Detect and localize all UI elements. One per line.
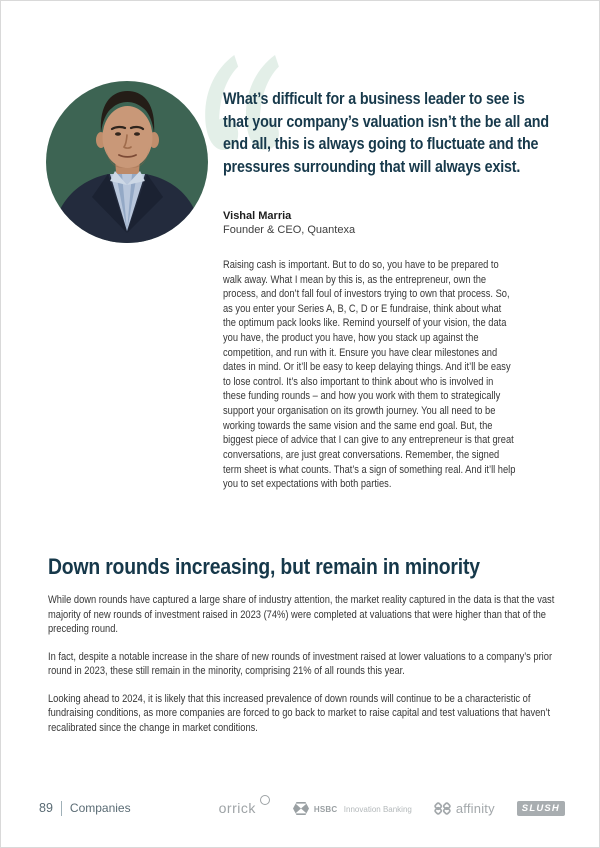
hsbc-wordmark: HSBC xyxy=(313,805,338,814)
orrick-logo xyxy=(219,800,271,816)
paragraph: While down rounds have captured a large share of industry attention, the market reality captured in the data is that the vast majority of new rounds of investment raised in 2023 (74%) were completed at valuations that were higher than that of the preceding round. xyxy=(48,594,555,635)
footer-logos xyxy=(219,799,565,817)
slush-logo xyxy=(517,801,565,816)
page-number: 89 xyxy=(39,801,53,815)
author-title: Founder & CEO, Quantexa xyxy=(223,224,356,236)
orrick-ring-icon xyxy=(260,795,270,805)
hsbc-hexagon-icon xyxy=(293,802,309,815)
footer-left xyxy=(39,801,131,816)
hsbc-logo xyxy=(293,799,412,817)
affinity-loops-icon xyxy=(434,802,451,815)
pull-quote: What’s difficult for a business leader to see is that your company’s valuation isn’t the be all and end all, this is always going to fluctuate and the pressures surrounding that will always exist. xyxy=(223,89,549,176)
paragraph: In fact, despite a notable increase in the share of new rounds of investment raised at lower valuations to a company’s prior round in 2023, these still remain in the minority, comprising 21% of all rounds this year. xyxy=(48,650,553,677)
portrait-photo xyxy=(46,81,208,243)
hsbc-subtext: Innovation Banking xyxy=(343,805,412,814)
section-heading: Down rounds increasing, but remain in minority xyxy=(48,554,480,579)
footer-section-label: Companies xyxy=(69,801,131,815)
affinity-logo xyxy=(434,801,495,816)
footer-divider xyxy=(61,801,62,816)
section-paragraphs xyxy=(48,593,560,748)
affinity-wordmark: affinity xyxy=(455,800,495,816)
page-footer xyxy=(1,794,599,822)
paragraph: Looking ahead to 2024, it is likely that this increased prevalence of down rounds will continue to be a characteristic of fundraising conditions, as more companies are forced to go back to market to raise capital and test valuations that haven’t recalibrated since the change in market conditions. xyxy=(48,692,551,734)
slush-wordmark: SLUSH xyxy=(521,802,560,814)
author-name: Vishal Marria xyxy=(223,210,292,222)
interview-body-text: Raising cash is important. But to do so, you have to be prepared to walk away. What I mean by this is, as the entrepreneur, own the process, and don’t fall foul of investors trying to own that process. So, as you enter your Series A, B, C, D or E fundraise, think about what the optimum pack looks like. Remind yourself of your vision, the data you have, the product you have, how you stack up against the competition, and run with it. Ensure you have clear milestones and dates in mind. Or it’ll be easy to keep delaying things. And it’ll be easy to lose control. It’s also important to think about who is involved in these funding rounds – and how you work with them to strategically support your organisation on its growth journey. You all need to be working towards the same vision and the same end goal. But, the biggest piece of advice that I can give to any entrepreneur is that great conversations, are just great conversations. Remember, the signed term sheet is what counts. That’s a sign of something real. And it’ll help you to set expectations with both parties. xyxy=(223,259,516,491)
orrick-wordmark: orrick xyxy=(218,800,256,816)
